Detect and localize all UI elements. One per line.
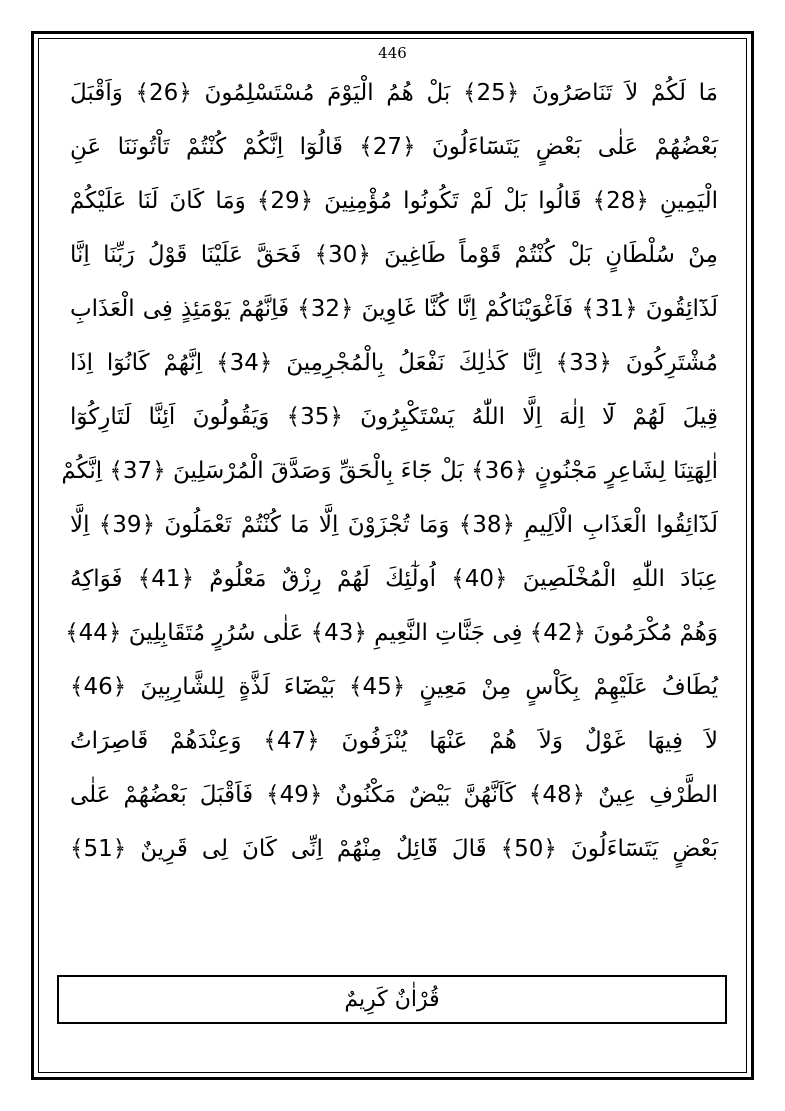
text-line: بَعْضُهُمْ عَلٰى بَعْضٍ يَتَسَٓاءَلُونَ ﴿27﴾ قَالُوٓا اِنَّكُمْ كُنْتُمْ تَاْتُونَنَا عَنِ [70,134,719,160]
text-line: بَعْضٍ يَتَسَٓاءَلُونَ ﴿50﴾ قَالَ قَٓائِلٌ مِنْهُمْ اِنِّى كَانَ لِى قَرِينٌ ﴿51﴾ [70,836,718,862]
text-line: مِنْ سُلْطَانٍ بَلْ كُنْتُمْ قَوْماً طَاغِينَ ﴿30﴾ فَحَقَّ عَلَيْنَا قَوْلُ رَبِّنَا اِنَّا [70,242,718,268]
text-line: مَا لَكُمْ لاَ تَنَاصَرُونَ ﴿25﴾ بَلْ هُمُ الْيَوْمَ مُسْتَسْلِمُونَ ﴿26﴾ وَاَقْبَلَ [70,80,718,106]
text-line: قِيلَ لَهُمْ لَٓا اِلٰهَ اِلَّا اللّٰهُ يَسْتَكْبِرُونَ ﴿35﴾ وَيَقُولُونَ اَئِنَّا لَتَارِكُوٓا [70,404,718,430]
footer-title-box [57,975,727,1024]
text-line: وَهُمْ مُكْرَمُونَ ﴿42﴾ فِى جَنَّاتِ النَّعِيمِ ﴿43﴾ عَلٰى سُرُرٍ مُتَقَابِلِينَ ﴿44﴾ [65,620,718,646]
text-line: عِبَادَ اللّٰهِ الْمُخْلَصِينَ ﴿40﴾ اُولٰٓئِكَ لَهُمْ رِزْقٌ مَعْلُومٌ ﴿41﴾ فَوَاكِهُ [70,566,719,592]
text-line: لاَ فِيهَا غَوْلٌ وَلاَ هُمْ عَنْهَا يُنْزَفُونَ ﴿47﴾ وَعِنْدَهُمْ قَاصِرَاتُ [70,728,718,754]
text-line: الطَّرْفِ عِينٌ ﴿48﴾ كَاَنَّهُنَّ بَيْضٌ مَكْنُونٌ ﴿49﴾ فَاَقْبَلَ بَعْضُهُمْ عَلٰى [70,782,719,808]
footer-title: قُرْاٰنٌ كَرِيمٌ [344,987,440,1012]
page-number: 446 [378,44,407,62]
text-line: لَذَٓائِقُوا الْعَذَابِ الْاَلِيمِ ﴿38﴾ وَمَا تُجْزَوْنَ اِلَّا مَا كُنْتُمْ تَعْمَلُونَ ﴿39﴾ اِلَّا [70,512,719,538]
text-line: اٰلِهَتِنَا لِشَاعِرٍ مَجْنُونٍ ﴿36﴾ بَلْ جَٓاءَ بِالْحَقِّ وَصَدَّقَ الْمُرْسَلِينَ ﴿37﴾ اِنَّكُمْ [61,458,718,484]
quran-text [61,66,719,876]
text-line: يُطَافُ عَلَيْهِمْ بِكَاْسٍ مِنْ مَعِينٍ ﴿45﴾ بَيْضَٓاءَ لَذَّةٍ لِلشَّارِبِينَ ﴿46﴾ [70,674,719,700]
text-line: مُشْتَرِكُونَ ﴿33﴾ اِنَّا كَذٰلِكَ نَفْعَلُ بِالْمُجْرِمِينَ ﴿34﴾ اِنَّهُمْ كَانُوٓا اِذَا [70,350,718,376]
text-line: لَذَٓائِقُونَ ﴿31﴾ فَاَغْوَيْنَاكُمْ اِنَّا كُنَّا غَاوِينَ ﴿32﴾ فَاِنَّهُمْ يَوْمَئِذٍ فِى الْعَذَابِ [70,296,718,322]
text-line: الْيَمِينِ ﴿28﴾ قَالُوا بَلْ لَمْ تَكُونُوا مُؤْمِنِينَ ﴿29﴾ وَمَا كَانَ لَنَا عَلَيْكُمْ [70,188,719,214]
